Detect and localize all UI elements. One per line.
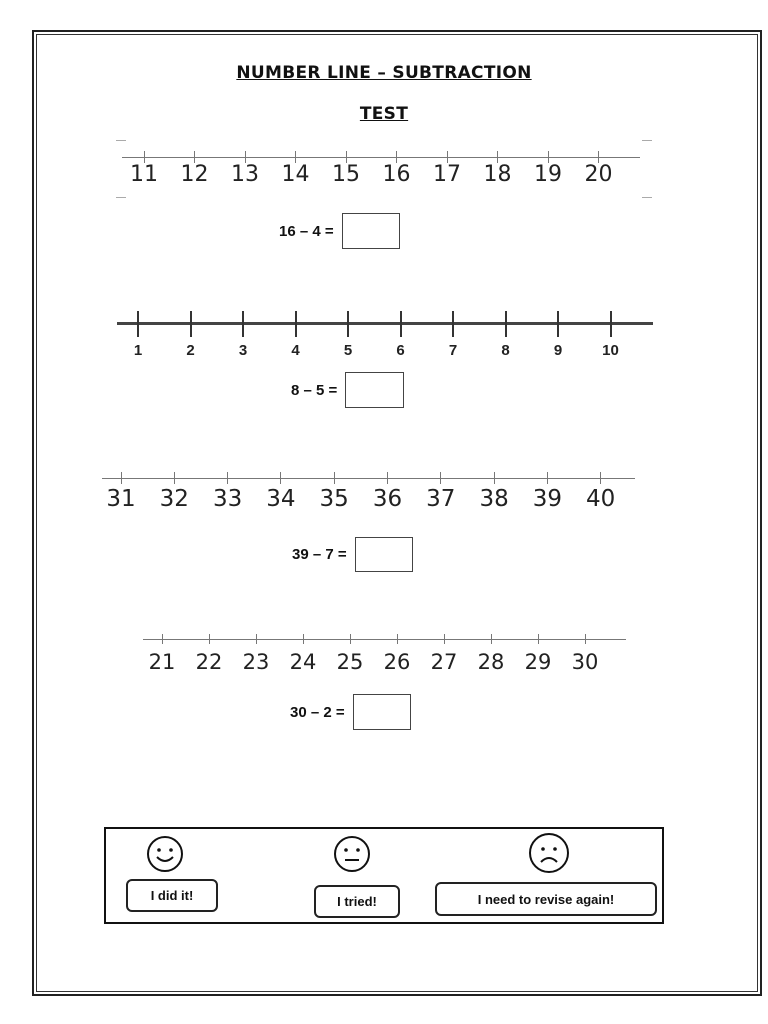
number-line-tick xyxy=(303,634,304,644)
number-line-tick xyxy=(334,472,335,484)
number-line-axis xyxy=(122,157,640,158)
neutral-face-icon[interactable] xyxy=(333,835,371,873)
number-line-label: 4 xyxy=(291,342,300,359)
number-line-tick xyxy=(227,472,228,484)
number-line-tick xyxy=(610,311,612,337)
number-line-label: 20 xyxy=(584,162,613,187)
number-line-tick xyxy=(585,634,586,644)
question-8-minus-5 xyxy=(291,372,404,408)
number-line-label: 11 xyxy=(130,162,158,187)
answer-box[interactable] xyxy=(353,694,411,730)
number-line-label: 32 xyxy=(159,486,189,512)
number-line-tick xyxy=(280,472,281,484)
number-line-label: 8 xyxy=(501,342,510,359)
crop-mark xyxy=(116,197,126,198)
number-line-label: 37 xyxy=(426,486,456,512)
question-39-minus-7 xyxy=(292,537,413,572)
tried-label[interactable]: I tried! xyxy=(314,885,400,918)
number-line-label: 30 xyxy=(571,650,599,674)
number-line-tick xyxy=(190,311,192,337)
page-subtitle: TEST xyxy=(359,104,409,124)
number-line-label: 38 xyxy=(479,486,509,512)
number-line-label: 1 xyxy=(133,342,143,359)
number-line-tick xyxy=(209,634,210,644)
question-16-minus-4 xyxy=(279,213,400,249)
answer-box[interactable] xyxy=(355,537,413,572)
number-line-label: 21 xyxy=(148,650,176,674)
number-line-tick xyxy=(256,634,257,644)
crop-mark xyxy=(642,197,652,198)
question-30-minus-2 xyxy=(290,694,411,730)
number-line-tick xyxy=(538,634,539,644)
number-line-tick xyxy=(452,311,454,337)
number-line-tick xyxy=(491,634,492,644)
number-line-label: 5 xyxy=(343,342,353,359)
question-label: 39 – 7 = xyxy=(292,546,347,563)
number-line-axis xyxy=(143,639,626,640)
number-line-tick xyxy=(347,311,349,337)
number-line-label: 34 xyxy=(266,486,296,512)
number-line-label: 10 xyxy=(602,342,619,359)
number-line-tick xyxy=(400,311,402,337)
number-line-tick xyxy=(174,472,175,484)
crop-mark xyxy=(642,140,652,141)
number-line-label: 2 xyxy=(186,342,195,359)
number-line-label: 14 xyxy=(281,162,310,187)
number-line-label: 19 xyxy=(534,162,562,187)
number-line-axis xyxy=(102,478,635,479)
number-line-label: 7 xyxy=(448,342,458,359)
number-line-label: 16 xyxy=(382,162,411,187)
number-line-tick xyxy=(350,634,351,644)
self-assessment-panel xyxy=(104,827,664,924)
number-line-tick xyxy=(121,472,122,484)
number-line-tick xyxy=(600,472,601,484)
question-label: 8 – 5 = xyxy=(291,381,338,399)
number-line-tick xyxy=(505,311,507,337)
number-line-tick xyxy=(295,311,297,337)
answer-box[interactable] xyxy=(342,213,400,249)
question-label: 16 – 4 = xyxy=(279,222,334,240)
number-line-label: 17 xyxy=(433,162,461,187)
number-line-label: 25 xyxy=(336,650,364,674)
number-line-label: 31 xyxy=(106,486,136,512)
number-line-label: 15 xyxy=(332,162,360,187)
number-line-tick xyxy=(162,634,163,644)
number-line-label: 12 xyxy=(180,162,209,187)
number-line-label: 24 xyxy=(289,650,317,674)
page-title: NUMBER LINE – SUBTRACTION xyxy=(236,63,532,83)
number-line-label: 6 xyxy=(396,342,405,359)
question-label: 30 – 2 = xyxy=(290,703,345,721)
number-line-tick xyxy=(387,472,388,484)
number-line-tick xyxy=(547,472,548,484)
number-line-label: 9 xyxy=(553,342,563,359)
number-line-label: 28 xyxy=(477,650,505,674)
number-line-label: 36 xyxy=(372,486,403,512)
number-line-tick xyxy=(440,472,441,484)
did-it-label[interactable]: I did it! xyxy=(126,879,218,912)
crop-mark xyxy=(116,140,126,141)
number-line-tick xyxy=(557,311,559,337)
number-line-tick xyxy=(444,634,445,644)
number-line-label: 35 xyxy=(319,486,349,512)
number-line-label: 33 xyxy=(212,486,243,512)
number-line-tick xyxy=(397,634,398,644)
number-line-label: 23 xyxy=(242,650,270,674)
number-line-label: 26 xyxy=(383,650,411,674)
number-line-label: 29 xyxy=(524,650,552,674)
answer-box[interactable] xyxy=(345,372,404,408)
number-line-label: 22 xyxy=(195,650,223,674)
number-line-label: 27 xyxy=(430,650,458,674)
number-line-tick xyxy=(494,472,495,484)
number-line-label: 18 xyxy=(483,162,512,187)
sad-face-icon[interactable] xyxy=(528,832,570,874)
number-line-label: 13 xyxy=(231,162,259,187)
revise-again-label[interactable]: I need to revise again! xyxy=(435,882,657,916)
number-line-tick xyxy=(137,311,139,337)
smile-face-icon[interactable] xyxy=(146,835,184,873)
number-line-label: 39 xyxy=(532,486,563,512)
number-line-tick xyxy=(242,311,244,337)
number-line-label: 40 xyxy=(586,486,616,512)
number-line-axis xyxy=(117,322,653,325)
number-line-label: 3 xyxy=(238,342,248,359)
